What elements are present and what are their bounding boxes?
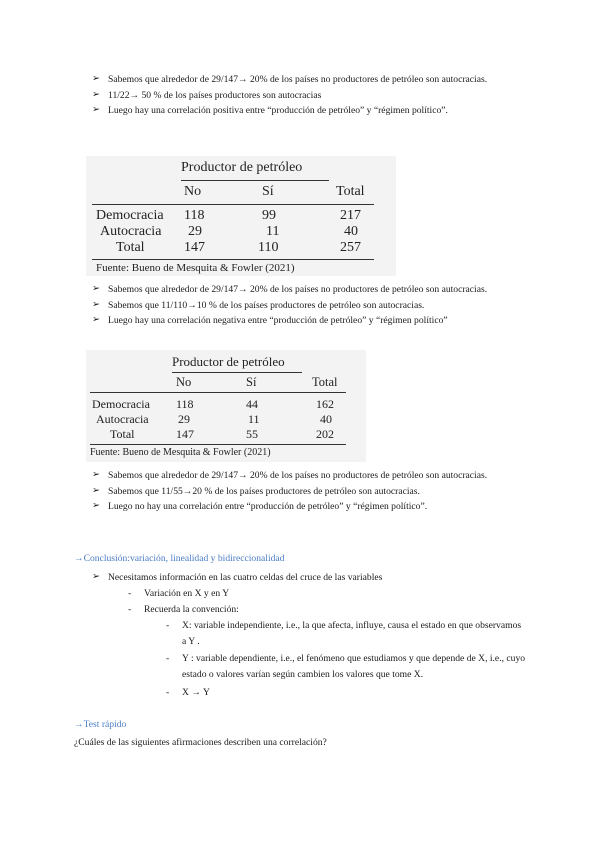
- bottom-rule: [92, 259, 374, 260]
- cell-value: 118: [184, 208, 205, 223]
- list-item: ➢ Sabemos que alrededor de 29/147→ 20% de los países no productores de petróleo son autocracias.: [92, 282, 522, 298]
- bullet-list-1: [92, 72, 522, 119]
- col-header: No: [184, 184, 202, 199]
- row-label: Autocracia: [100, 224, 162, 239]
- list-item: ➢ Sabemos que 11/110→10 % de los países productores de petróleo son autocracias.: [92, 298, 522, 314]
- col-header: Total: [312, 375, 338, 389]
- contingency-table-1: [86, 156, 396, 276]
- cell-value: 29: [188, 224, 202, 239]
- dash-icon: -: [128, 604, 132, 615]
- cell-value: 99: [262, 208, 276, 223]
- cell-value: 40: [320, 412, 332, 426]
- cell-value: 110: [258, 240, 279, 255]
- cell-value: 162: [316, 397, 334, 411]
- row-label: Total: [116, 240, 145, 255]
- header-rule: [181, 180, 329, 181]
- bullet-list-2: [92, 282, 522, 329]
- list-item: ➢ Luego hay una correlación positiva entre “producción de petróleo” y “régimen político”.: [92, 103, 522, 119]
- dash-icon: -: [166, 653, 170, 664]
- conclusion-list: [92, 570, 532, 586]
- col-header: No: [176, 375, 192, 389]
- table-header: Productor de petróleo: [172, 354, 285, 369]
- cell-value: 11: [248, 412, 260, 426]
- x-definition: - X: variable independiente, i.e., la que afecta, influye, causa el estado en que observamos a Y .: [166, 620, 522, 647]
- list-item: ➢ Sabemos que 11/55→20 % de los países productores de petróleo son autocracias.: [92, 484, 522, 500]
- arrow-bullet-icon: ➢: [92, 485, 100, 496]
- col-header: Total: [336, 184, 365, 199]
- xy-relation: - X → Y: [166, 685, 210, 701]
- list-item: ➢ Luego no hay una correlación entre “producción de petróleo” y “régimen político”.: [92, 499, 522, 515]
- row-label: Total: [110, 427, 135, 441]
- table-source: Fuente: Bueno de Mesquita & Fowler (2021): [90, 447, 271, 458]
- arrow-bullet-icon: ➢: [92, 74, 100, 84]
- dash-icon: -: [128, 588, 132, 599]
- bottom-rule: [90, 444, 346, 445]
- col-header: Sí: [246, 375, 257, 389]
- list-item: ➢ Necesitamos información en las cuatro celdas del cruce de las variables: [92, 570, 532, 586]
- cell-value: 55: [246, 427, 258, 441]
- col-rule: [92, 204, 374, 205]
- arrow-bullet-icon: ➢: [92, 299, 100, 310]
- arrow-bullet-icon: ➢: [92, 284, 100, 294]
- table-source: Fuente: Bueno de Mesquita & Fowler (2021): [96, 262, 295, 274]
- arrow-bullet-icon: ➢: [92, 470, 100, 480]
- cell-value: 147: [176, 427, 194, 441]
- cell-value: 29: [178, 412, 190, 426]
- arrow-bullet-icon: ➢: [92, 315, 100, 325]
- col-header: Sí: [262, 184, 274, 199]
- cell-value: 147: [184, 240, 205, 255]
- arrow-bullet-icon: ➢: [92, 572, 100, 582]
- arrow-bullet-icon: ➢: [92, 501, 100, 511]
- contingency-table-2: [86, 350, 366, 462]
- table-header: Productor de petróleo: [181, 160, 303, 175]
- cell-value: 118: [176, 397, 194, 411]
- list-item: ➢ 11/22→ 50 % de los países productores son autocracias: [92, 88, 522, 104]
- dash-icon: -: [166, 620, 170, 631]
- cell-value: 44: [246, 397, 258, 411]
- col-rule: [90, 392, 346, 393]
- cell-value: 202: [316, 427, 334, 441]
- header-rule: [172, 372, 302, 373]
- y-definition: - Y : variable dependiente, i.e., el fenómeno que estudiamos y que depende de X, i.e., cuyo estado o valores varían según cambien los valores que tome X.: [166, 653, 526, 680]
- arrow-bullet-icon: ➢: [92, 89, 100, 100]
- list-item: ➢ Sabemos que alrededor de 29/147→ 20% de los países no productores de petróleo son autocracias.: [92, 468, 522, 484]
- row-label: Democracia: [96, 208, 164, 223]
- bullet-list-3: [92, 468, 522, 515]
- list-item: ➢ Luego hay una correlación negativa entre “producción de petróleo” y “régimen político”: [92, 313, 522, 329]
- quiz-heading[interactable]: →Test rápido: [74, 719, 127, 730]
- row-label: Democracia: [92, 397, 150, 411]
- sub-item: - Variación en X y en Y: [128, 586, 229, 602]
- list-item: ➢ Sabemos que alrededor de 29/147→ 20% de los países no productores de petróleo son autocracias.: [92, 72, 522, 88]
- arrow-bullet-icon: ➢: [92, 105, 100, 115]
- cell-value: 40: [344, 224, 358, 239]
- cell-value: 11: [266, 224, 280, 239]
- cell-value: 217: [340, 208, 361, 223]
- dash-icon: -: [166, 687, 170, 698]
- sub-item: - Recuerda la convención:: [128, 602, 239, 618]
- row-label: Autocracia: [96, 412, 149, 426]
- cell-value: 257: [340, 240, 361, 255]
- quiz-question: ¿Cuáles de las siguientes afirmaciones describen una correlación?: [74, 737, 327, 748]
- conclusion-heading[interactable]: →Conclusión:variación, linealidad y bidireccionalidad: [74, 553, 285, 564]
